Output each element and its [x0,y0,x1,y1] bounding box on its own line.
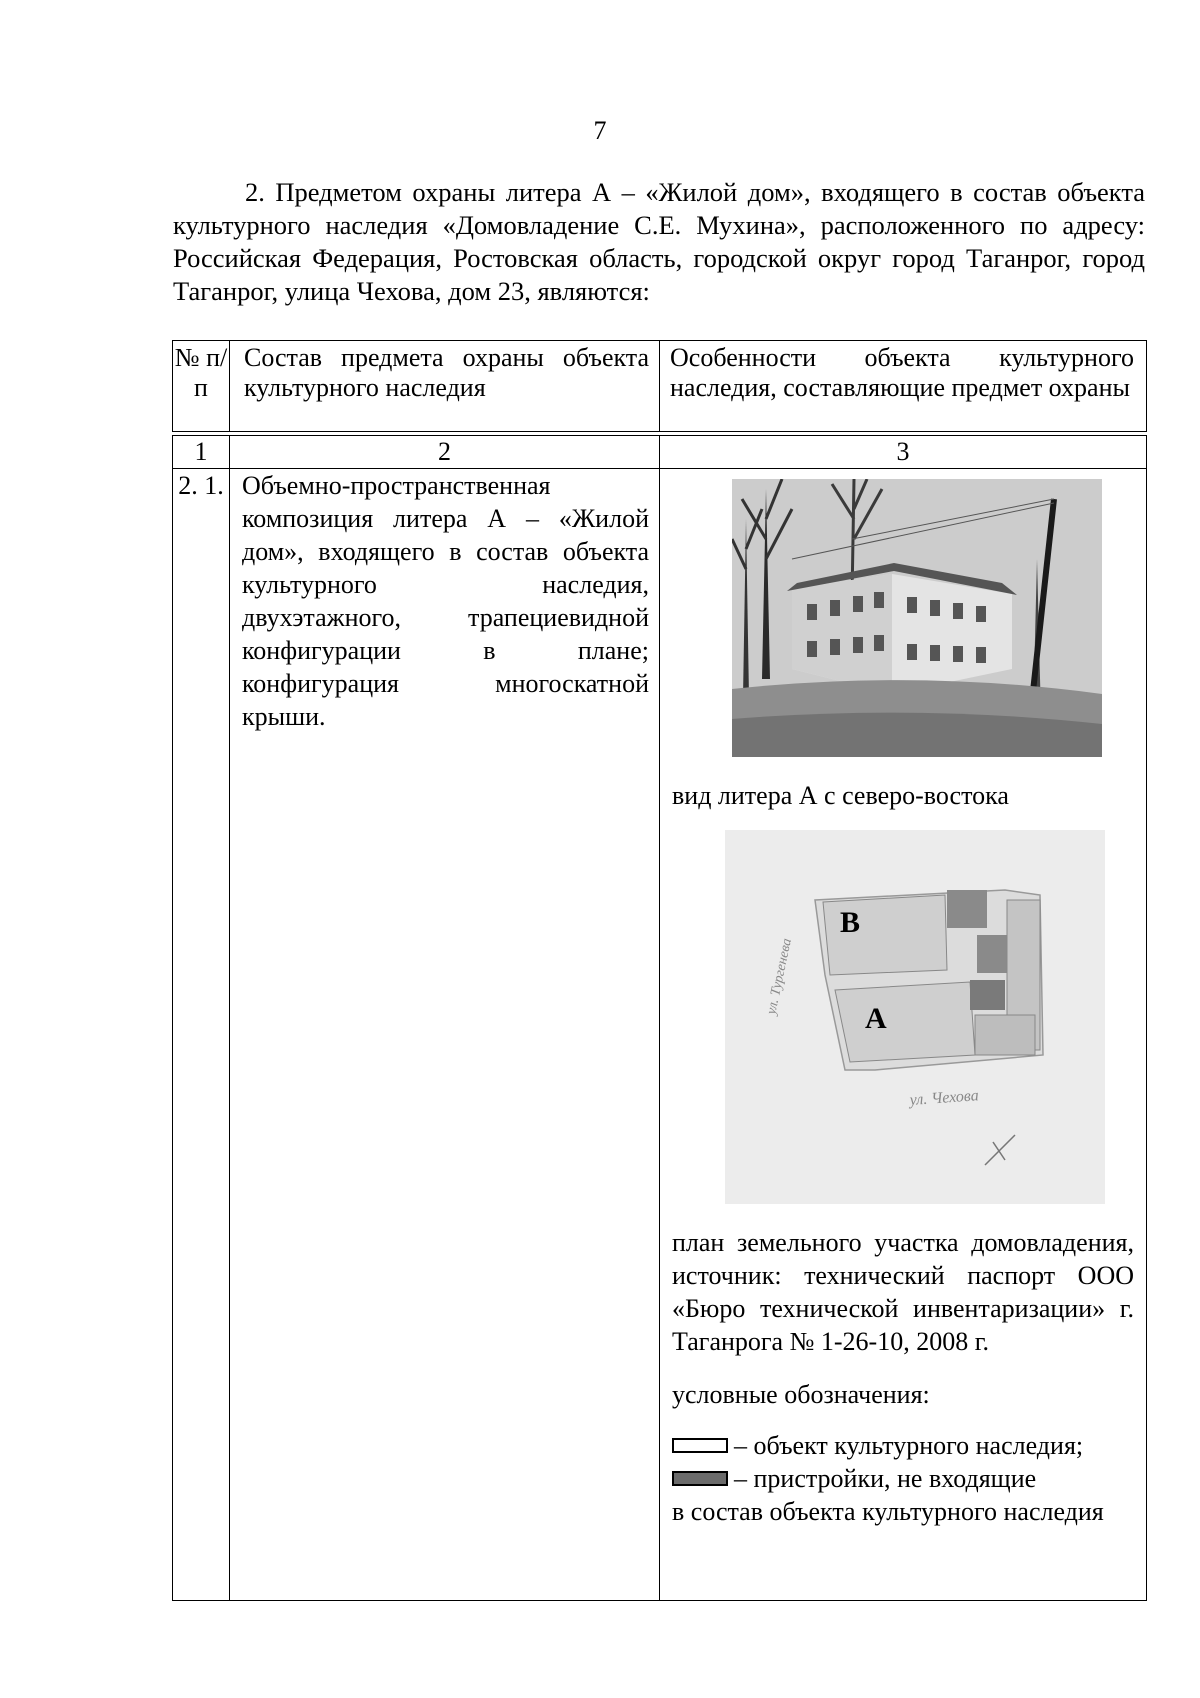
row-composition: Объемно-пространственная композиция литера А – «Жилой дом», входящего в состав объекта культурного наследия, двухэтажного, трапециевидной конфигурации в плане; конфигурация многоскатной крыши. [230,469,660,1601]
header-number: № п/п [173,341,230,432]
intro-paragraph [173,176,1145,308]
plan-label-a: А [865,1002,887,1035]
column-number-3: 3 [660,436,1147,469]
building-photo [732,479,1102,757]
legend-title: условные обозначения: [672,1380,930,1409]
legend-heritage-label: – объект культурного наследия; [734,1431,1084,1460]
plan-street-side: ул. Тургенева [764,937,795,1016]
protection-table [172,340,1147,1601]
legend-annex-label: – пристройки, не входящие [734,1464,1037,1493]
column-number-row [173,436,1147,469]
row-features [660,469,1147,1601]
site-plan [725,830,1105,1204]
legend-item-annex [672,1462,1134,1495]
legend-annex-continuation: в состав объекта культурного наследия [672,1497,1104,1526]
page-number: 7 [593,116,607,145]
legend-heritage-swatch-icon [672,1438,728,1453]
column-number-1: 1 [173,436,230,469]
plan-label-b: В [840,906,861,939]
header-composition: Состав предмета охраны объекта культурного наследия [230,341,660,432]
row-number: 2. 1. [173,469,230,1601]
photo-caption: вид литера А с северо-востока [672,781,1009,810]
table-header-row [173,341,1147,432]
legend-annex-swatch-icon [672,1471,728,1486]
column-number-2: 2 [230,436,660,469]
table-row [173,469,1147,1601]
plan-street-bottom: ул. Чехова [909,1087,980,1109]
plan-caption: план земельного участка домовладения, источник: технический паспорт ООО «Бюро технической инвентаризации» г. Таганрога № 1-26-10, 2008 г. [672,1228,1134,1356]
legend-item-heritage [672,1429,1134,1462]
header-features: Особенности объекта культурного наследия, составляющие предмет охраны [660,341,1147,432]
intro-text: 2. Предметом охраны литера А – «Жилой дом», входящего в состав объекта культурного наследия «Домовладение С.Е. Мухина», расположенного по адресу: Российская Федерация, Ростовская область, городской округ город Таганрог, город Таганрог, улица Чехова, дом 23, являются: [173,177,1145,306]
